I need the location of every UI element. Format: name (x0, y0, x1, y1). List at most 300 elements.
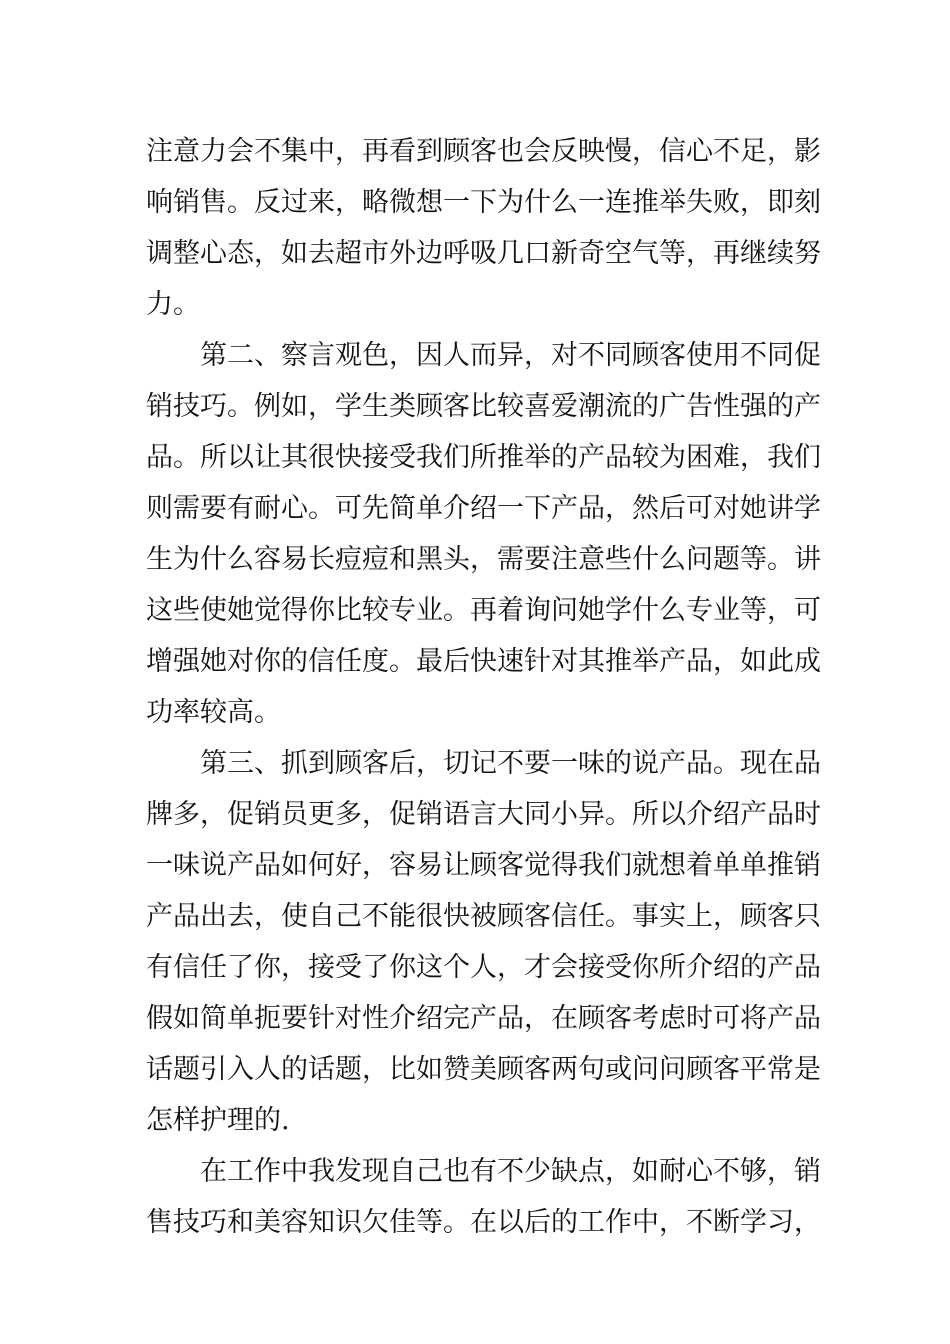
text-char: 言 (308, 340, 335, 371)
text-char: 黑 (416, 544, 443, 575)
text-char: 困 (686, 442, 713, 473)
text-char: 销 (794, 850, 821, 881)
text-char: 同 (524, 799, 551, 830)
text-char: 失 (686, 187, 713, 218)
text-char: 得 (281, 595, 308, 626)
text-char: 专 (389, 595, 416, 626)
text-char: 。 (605, 901, 632, 932)
text-char: 平 (740, 1054, 767, 1085)
text-char: 潮 (578, 391, 605, 422)
text-char: 心 (281, 493, 308, 524)
text-char: 后 (443, 646, 470, 677)
text-char: 二 (227, 340, 254, 371)
text-char: 技 (173, 1207, 200, 1238)
text-char: 现 (740, 748, 767, 779)
text-line (146, 381, 821, 432)
text-char: 要 (524, 748, 551, 779)
text-char: 觉 (524, 850, 551, 881)
text-char: 扼 (254, 1003, 281, 1034)
text-char: 。 (308, 493, 335, 524)
text-char: 讲 (794, 544, 821, 575)
text-char: 问 (632, 1054, 659, 1085)
text-char: 接 (308, 952, 335, 983)
text-char: 产 (227, 850, 254, 881)
text-char: ， (281, 952, 308, 983)
text-char: 品 (254, 850, 281, 881)
text-char: 影 (794, 136, 821, 167)
text-char: 知 (308, 1207, 335, 1238)
text-char: 大 (497, 799, 524, 830)
text-char: 广 (659, 391, 686, 422)
text-char: 要 (281, 1003, 308, 1034)
text-char: 市 (362, 238, 389, 269)
text-char: 最 (416, 646, 443, 677)
text-char: 到 (416, 136, 443, 167)
text-char: 顾 (686, 1054, 713, 1085)
text-char: 对 (551, 340, 578, 371)
text-char: 讲 (767, 493, 794, 524)
text-char: 己 (416, 1156, 443, 1187)
text-char: 有 (470, 1156, 497, 1187)
text-char: 所 (200, 442, 227, 473)
text-char: 如 (416, 1054, 443, 1085)
text-char: 吸 (470, 238, 497, 269)
text-char: 人 (254, 1054, 281, 1085)
text-char: 针 (308, 1003, 335, 1034)
text-char: 题 (335, 1054, 362, 1085)
text-char: 容 (254, 544, 281, 575)
text-char: 气 (632, 238, 659, 269)
text-char: 些 (173, 595, 200, 626)
text-line-content: 功率较高。 (146, 697, 281, 728)
text-char: 促 (794, 340, 821, 371)
text-line (146, 177, 821, 228)
text-char: 介 (686, 952, 713, 983)
text-char: 。 (605, 799, 632, 830)
text-char: 来 (308, 187, 335, 218)
text-char: 看 (389, 136, 416, 167)
text-char: 口 (524, 238, 551, 269)
text-char: 现 (362, 1156, 389, 1187)
text-char: 新 (551, 238, 578, 269)
text-char: 所 (659, 952, 686, 983)
text-char: 、 (254, 748, 281, 779)
text-char: 信 (308, 646, 335, 677)
text-char: 作 (254, 1156, 281, 1187)
text-char: 速 (497, 646, 524, 677)
text-char: 映 (578, 136, 605, 167)
text-char: 佳 (389, 1207, 416, 1238)
text-char: 。 (227, 391, 254, 422)
text-char: 一 (551, 748, 578, 779)
text-char: 也 (497, 136, 524, 167)
text-char: 告 (686, 391, 713, 422)
text-char: 你 (254, 646, 281, 677)
text-char: 问 (551, 595, 578, 626)
text-char: 客 (362, 748, 389, 779)
text-char: 再 (362, 136, 389, 167)
text-char: 和 (227, 1207, 254, 1238)
text-char: 需 (497, 544, 524, 575)
text-char: 微 (389, 187, 416, 218)
text-char: 产 (551, 493, 578, 524)
text-char: 后 (389, 748, 416, 779)
text-char: 。 (443, 1207, 470, 1238)
text-char: 推 (605, 646, 632, 677)
text-char: 要 (524, 544, 551, 575)
text-char: 将 (740, 1003, 767, 1034)
text-char: 员 (281, 799, 308, 830)
text-char: 多 (335, 799, 362, 830)
text-char: 美 (254, 1207, 281, 1238)
text-char: 品 (767, 799, 794, 830)
text-char: 会 (551, 952, 578, 983)
text-char: 强 (173, 646, 200, 677)
text-char: 再 (470, 595, 497, 626)
text-char: 顾 (443, 136, 470, 167)
text-char: 要 (200, 493, 227, 524)
text-char: 注 (146, 136, 173, 167)
text-char: 较 (497, 391, 524, 422)
text-char: 呼 (443, 238, 470, 269)
text-line (146, 840, 821, 891)
text-char: 几 (497, 238, 524, 269)
text-char: 业 (416, 595, 443, 626)
text-char: 品 (497, 1003, 524, 1034)
text-char: 的 (605, 748, 632, 779)
text-char: 售 (200, 187, 227, 218)
text-char: 我 (416, 442, 443, 473)
text-char: 顾 (416, 391, 443, 422)
text-char: 接 (362, 442, 389, 473)
text-char: 们 (443, 442, 470, 473)
text-char: 习 (767, 1207, 794, 1238)
text-char: 才 (524, 952, 551, 983)
text-char: ， (362, 799, 389, 830)
text-char: 调 (146, 238, 173, 269)
text-char: 单 (740, 850, 767, 881)
text-char: 时 (794, 799, 821, 830)
text-char: 不 (362, 901, 389, 932)
text-char: ， (659, 1207, 686, 1238)
text-char: 是 (794, 1054, 821, 1085)
text-char: 可 (713, 1003, 740, 1034)
text-char: 个 (443, 952, 470, 983)
text-char: 客 (497, 850, 524, 881)
text-char: 假 (146, 1003, 173, 1034)
text-char: 刻 (794, 187, 821, 218)
text-char: 反 (551, 136, 578, 167)
text-char: 在 (470, 1207, 497, 1238)
text-char: 巧 (200, 391, 227, 422)
text-char: 实 (659, 901, 686, 932)
text-line (146, 738, 821, 789)
text-char: 慢 (605, 136, 632, 167)
text-char: 顾 (578, 1003, 605, 1034)
text-char: 么 (659, 544, 686, 575)
text-char: 先 (362, 493, 389, 524)
text-char: 着 (497, 595, 524, 626)
text-char: 。 (389, 646, 416, 677)
text-line (146, 585, 821, 636)
text-char: 什 (632, 544, 659, 575)
text-char: 们 (794, 442, 821, 473)
text-char: 需 (173, 493, 200, 524)
text-char: 促 (389, 799, 416, 830)
text-char: 增 (146, 646, 173, 677)
text-char: 以 (227, 442, 254, 473)
text-char: 过 (281, 187, 308, 218)
text-char: 使 (281, 901, 308, 932)
text-char: 想 (416, 187, 443, 218)
text-char: 类 (389, 391, 416, 422)
text-char: 举 (659, 187, 686, 218)
text-char: 介 (443, 493, 470, 524)
text-char: 被 (470, 901, 497, 932)
text-char: 如 (740, 646, 767, 677)
text-char: 美 (470, 1054, 497, 1085)
text-char: 后 (659, 493, 686, 524)
text-char: 外 (389, 238, 416, 269)
text-char: 人 (470, 952, 497, 983)
text-char: 也 (443, 1156, 470, 1187)
text-char: 绍 (416, 1003, 443, 1034)
text-char: 一 (578, 187, 605, 218)
text-char: 对 (335, 1003, 362, 1034)
text-char: 些 (605, 544, 632, 575)
text-char: 和 (389, 544, 416, 575)
text-char: 顾 (740, 901, 767, 932)
text-char: 话 (146, 1054, 173, 1085)
text-char: 察 (281, 340, 308, 371)
text-char: 反 (254, 187, 281, 218)
text-char: 推 (767, 850, 794, 881)
text-char: 产 (470, 1003, 497, 1034)
text-char: 如 (281, 850, 308, 881)
text-line-content: 力。 (146, 289, 200, 320)
text-char: ， (254, 901, 281, 932)
text-char: ， (362, 850, 389, 881)
text-char: ， (740, 187, 767, 218)
text-char: 其 (281, 442, 308, 473)
text-char: 她 (740, 493, 767, 524)
text-char: 响 (146, 187, 173, 218)
text-char: 简 (200, 1003, 227, 1034)
text-char: 难 (713, 442, 740, 473)
text-char: 到 (308, 748, 335, 779)
text-char: 品 (146, 442, 173, 473)
text-char: ， (308, 391, 335, 422)
text-char: ， (794, 1207, 821, 1238)
text-char: 语 (443, 799, 470, 830)
text-char: 句 (578, 1054, 605, 1085)
text-char: 不 (254, 136, 281, 167)
text-char: 销 (146, 391, 173, 422)
text-char: 简 (389, 493, 416, 524)
text-char: 注 (551, 544, 578, 575)
text-char: 任 (335, 646, 362, 677)
text-char: 受 (389, 442, 416, 473)
text-char: 继 (740, 238, 767, 269)
text-line (146, 891, 821, 942)
text-char: 识 (335, 1207, 362, 1238)
text-char: 自 (389, 1156, 416, 1187)
text-char: 缺 (551, 1156, 578, 1187)
text-char: 时 (686, 1003, 713, 1034)
text-char: 比 (470, 391, 497, 422)
text-char: ， (605, 493, 632, 524)
text-char: 等 (659, 238, 686, 269)
text-char: 后 (524, 1207, 551, 1238)
text-char: 绍 (470, 493, 497, 524)
text-char: 色 (362, 340, 389, 371)
text-char: 绍 (713, 952, 740, 983)
text-line (146, 636, 821, 687)
text-char: 足 (740, 136, 767, 167)
text-char: 产 (146, 901, 173, 932)
text-char: 单 (227, 1003, 254, 1034)
text-char: 工 (578, 1207, 605, 1238)
text-char: 长 (308, 544, 335, 575)
text-char: 会 (524, 136, 551, 167)
text-char: 品 (794, 952, 821, 983)
text-char: 作 (605, 1207, 632, 1238)
text-char: 信 (173, 952, 200, 983)
text-char: 心 (686, 136, 713, 167)
text-char: 品 (173, 901, 200, 932)
text-char: 集 (281, 136, 308, 167)
text-char: 一 (146, 850, 173, 881)
text-char: 产 (794, 391, 821, 422)
text-char: 三 (227, 748, 254, 779)
text-char: 、 (254, 340, 281, 371)
text-char: 能 (389, 901, 416, 932)
text-char: 什 (524, 187, 551, 218)
text-char: 了 (227, 952, 254, 983)
text-char: 或 (605, 1054, 632, 1085)
text-char: 她 (227, 595, 254, 626)
text-line (146, 942, 821, 993)
text-char: ， (389, 340, 416, 371)
text-char: 入 (227, 1054, 254, 1085)
text-char: 产 (578, 442, 605, 473)
text-char: 欠 (362, 1207, 389, 1238)
text-char: 如 (281, 391, 308, 422)
text-char: 则 (146, 493, 173, 524)
text-line (146, 330, 821, 381)
text-char: 你 (308, 595, 335, 626)
text-char: 只 (794, 901, 821, 932)
text-char: 顾 (335, 748, 362, 779)
text-line (146, 1044, 821, 1095)
text-char: 不 (713, 1156, 740, 1187)
text-char: ， (470, 544, 497, 575)
text-char: 顾 (497, 1054, 524, 1085)
text-char: 使 (686, 340, 713, 371)
text-char: 易 (416, 850, 443, 881)
text-char: 如 (173, 1003, 200, 1034)
text-char: 性 (713, 391, 740, 422)
text-char: 客 (713, 1054, 740, 1085)
text-char: 的 (281, 1054, 308, 1085)
text-char: 绍 (713, 799, 740, 830)
text-char: 以 (659, 799, 686, 830)
text-char: 第 (200, 340, 227, 371)
text-char: 品 (578, 493, 605, 524)
text-char: 客 (524, 901, 551, 932)
text-char: 觉 (254, 595, 281, 626)
text-char: 你 (389, 952, 416, 983)
text-char: 不 (497, 1156, 524, 1187)
text-line (146, 126, 821, 177)
text-char: 使 (200, 595, 227, 626)
text-char: 着 (686, 850, 713, 881)
text-char: 在 (200, 1156, 227, 1187)
text-char: 言 (470, 799, 497, 830)
text-char: 单 (713, 850, 740, 881)
text-char: 而 (470, 340, 497, 371)
text-char: 说 (200, 850, 227, 881)
text-char: 举 (524, 442, 551, 473)
text-char: 任 (200, 952, 227, 983)
text-char: 促 (227, 799, 254, 830)
text-char: 客 (524, 1054, 551, 1085)
text-char: 败 (713, 187, 740, 218)
text-char: 去 (227, 901, 254, 932)
text-char: 容 (281, 1207, 308, 1238)
text-char: 品 (794, 1003, 821, 1034)
text-char: 流 (605, 391, 632, 422)
text-char: 题 (713, 544, 740, 575)
text-char: 中 (281, 1156, 308, 1187)
text-char: 销 (416, 799, 443, 830)
text-char: 品 (794, 748, 821, 779)
text-char: 如 (281, 238, 308, 269)
text-char: 不 (686, 1207, 713, 1238)
text-char: 题 (173, 1054, 200, 1085)
text-char: 意 (173, 136, 200, 167)
text-char: ， (335, 187, 362, 218)
text-char: 你 (632, 952, 659, 983)
text-char: 引 (200, 1054, 227, 1085)
text-char: 更 (308, 799, 335, 830)
text-char: 对 (713, 493, 740, 524)
text-char: 整 (173, 238, 200, 269)
text-char: 可 (686, 493, 713, 524)
text-char: 你 (254, 952, 281, 983)
text-char: 所 (632, 799, 659, 830)
text-char: 品 (686, 748, 713, 779)
text-char: 快 (335, 442, 362, 473)
text-char: 同 (767, 340, 794, 371)
text-char: 力 (200, 136, 227, 167)
text-char: ， (767, 136, 794, 167)
text-char: 再 (713, 238, 740, 269)
text-char: 什 (632, 595, 659, 626)
text-char: 这 (416, 952, 443, 983)
text-char: 的 (740, 952, 767, 983)
text-char: 少 (524, 1156, 551, 1187)
text-char: ， (524, 1003, 551, 1034)
document-body (146, 126, 821, 1248)
text-char: 很 (416, 901, 443, 932)
text-char: 想 (659, 850, 686, 881)
text-char: 何 (308, 850, 335, 881)
text-char: 空 (605, 238, 632, 269)
text-char: 观 (335, 340, 362, 371)
text-char: 。 (713, 748, 740, 779)
text-char: 所 (470, 442, 497, 473)
